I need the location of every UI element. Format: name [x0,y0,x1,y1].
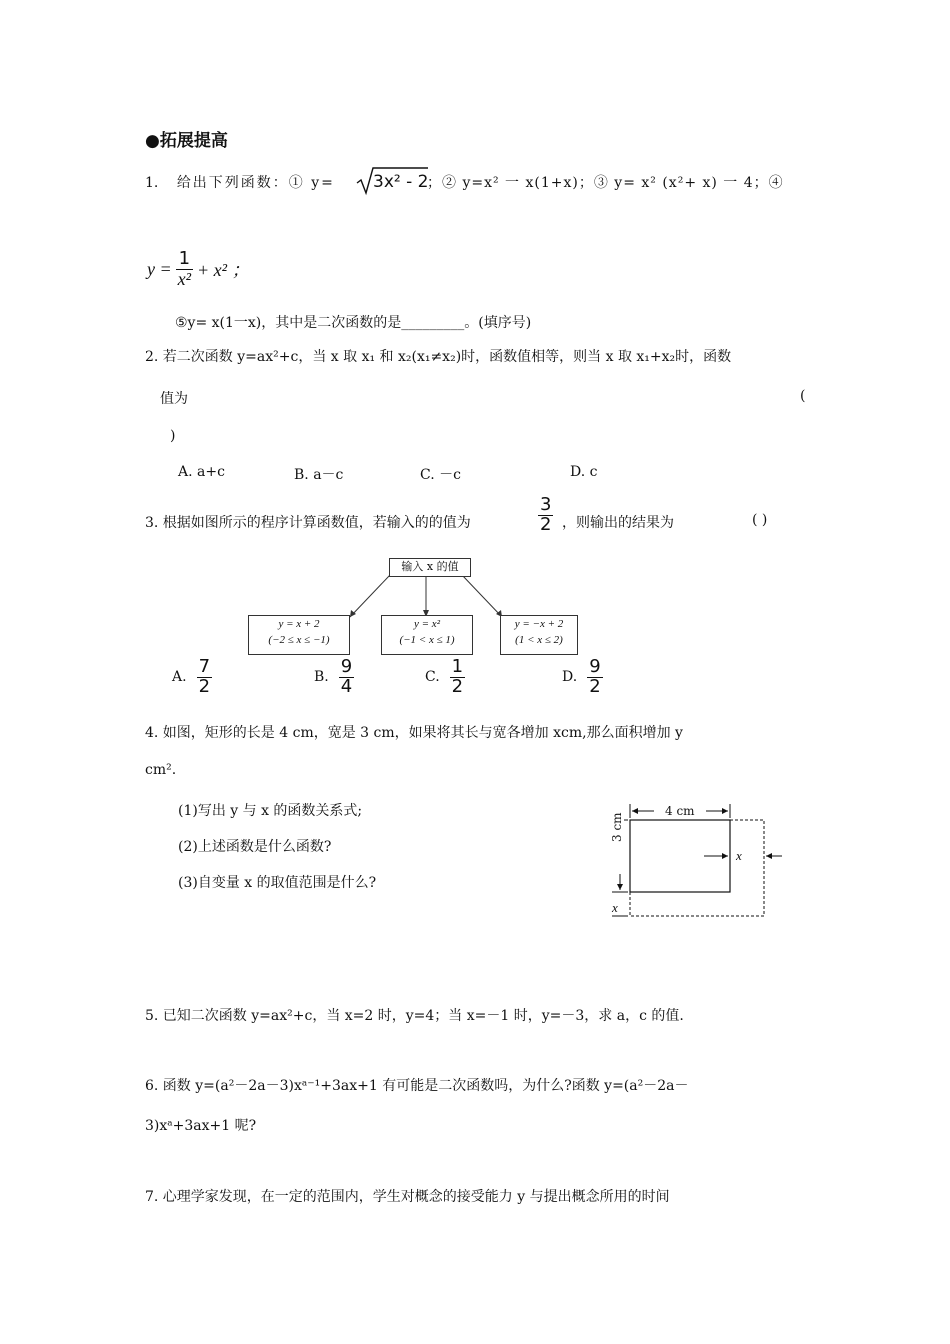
flowchart-box-2-line2: (−1 < x ≤ 1) [399,634,455,646]
figure-x-right-label: x [736,848,742,863]
q3-option-b-num: 9 [340,656,353,677]
figure-length-label: 4 cm [665,804,695,818]
q3-paren: ( ) [752,512,768,528]
q3-option-d [562,658,603,697]
figure-x-bottom-label: x [612,900,618,915]
q3-frac-num: 3 [540,494,552,515]
flowchart-box-2-line1: y = x² [414,618,440,630]
q1-rest: ；② y=x² 一 x(1+x)；③ y= x² (x²+ x) 一 4；④ [427,175,784,191]
q5-line1: 5. 已知二次函数 y=ax²+c，当 x=2 时，y=4；当 x=－1 时，y=－3，求 a，c 的值. [145,1008,684,1024]
q1-sqrt [355,165,430,201]
q2-option-a: A. a+c [178,464,225,480]
q2-option-b: B. a－c [294,467,344,483]
q2-line1: 2. 若二次函数 y=ax²+c，当 x 取 x₁ 和 x₂(x₁≠x₂)时，函数值相等，则当 x 取 x₁+x₂时，函数 [145,349,732,365]
flowchart-box-1 [248,615,350,655]
q1-number: 1. [145,175,159,191]
q2-paren-close: ) [170,428,176,444]
flowchart-box-3-line2: (1 < x ≤ 2) [515,634,563,646]
q2-line2: 值为 [160,391,188,407]
q6-line2: 3)xᵃ+3ax+1 呢? [145,1118,257,1134]
q3-option-b-label: B. [314,669,329,686]
q1-sqrt-content: 3x² - 2 [373,172,429,192]
q3-text-after: ，则输出的结果为 [562,515,674,531]
q1-f4-den: x² [177,268,192,289]
q4-sub-3: (3)自变量 x 的取值范围是什么? [178,875,377,891]
q1-line1 [145,172,335,192]
q1-f4 [147,250,250,289]
q2-option-d: D. c [570,464,598,480]
q1-line3: ⑤y= x(1一x)，其中是二次函数的是_________。(填序号) [175,315,532,331]
q3-option-d-num: 9 [589,656,601,677]
q1-f4-lhs: y = [147,258,172,279]
flowchart-box-3-line1: y = −x + 2 [514,618,564,630]
q4-sub-1: (1)写出 y 与 x 的函数关系式; [178,803,363,819]
q6-line1: 6. 函数 y=(a²－2a－3)xᵃ⁻¹+3ax+1 有可能是二次函数吗，为什么?函数 y=(a²－2a－ [145,1078,689,1094]
q4-sub-2: (2)上述函数是什么函数? [178,839,332,855]
section-title: ●拓展提高 [145,131,228,151]
q3-option-d-label: D. [562,669,578,686]
q3-input-fraction [538,496,553,535]
q3-option-a-num: 7 [198,656,211,677]
q7-line1: 7. 心理学家发现，在一定的范围内，学生对概念的接受能力 y 与提出概念所用的时间 [145,1189,670,1205]
q1-f4-tail: + x² ； [197,260,250,281]
flowchart-box-2 [381,615,473,655]
flowchart-box-1-line1: y = x + 2 [278,618,320,630]
q3-option-c-label: C. [425,669,440,686]
q4-line1: 4. 如图，矩形的长是 4 cm，宽是 3 cm，如果将其长与宽各增加 xcm,那么面积增加 y [145,725,683,741]
q1-f4-fraction [176,250,193,289]
q4-line2: cm². [145,762,177,778]
q3-option-a-label: A. [172,669,187,686]
q1-lead: 给出下列函数：① y= [176,175,335,191]
q2-option-c: C. －c [420,467,461,483]
flowchart-box-1-line2: (−2 ≤ x ≤ −1) [268,634,330,646]
flowchart-input-box: 输入 x 的值 [389,558,471,577]
flowchart-box-3 [500,615,578,655]
q3-option-b-den: 4 [340,675,353,697]
q3-option-d-den: 2 [589,675,601,697]
q3-option-c-den: 2 [451,675,464,697]
q3-frac-den: 2 [540,513,552,535]
q2-paren-open: ( [800,388,806,404]
q3-option-a [172,658,212,697]
q3-option-a-den: 2 [198,675,211,697]
q3-option-b [314,658,354,697]
q1-f4-num: 1 [178,248,191,269]
q3-text-before: 3. 根据如图所示的程序计算函数值，若输入的的值为 [145,515,471,531]
figure-width-label: 3 cm [610,812,624,842]
q3-option-c [425,658,465,697]
q3-option-c-num: 1 [451,656,464,677]
